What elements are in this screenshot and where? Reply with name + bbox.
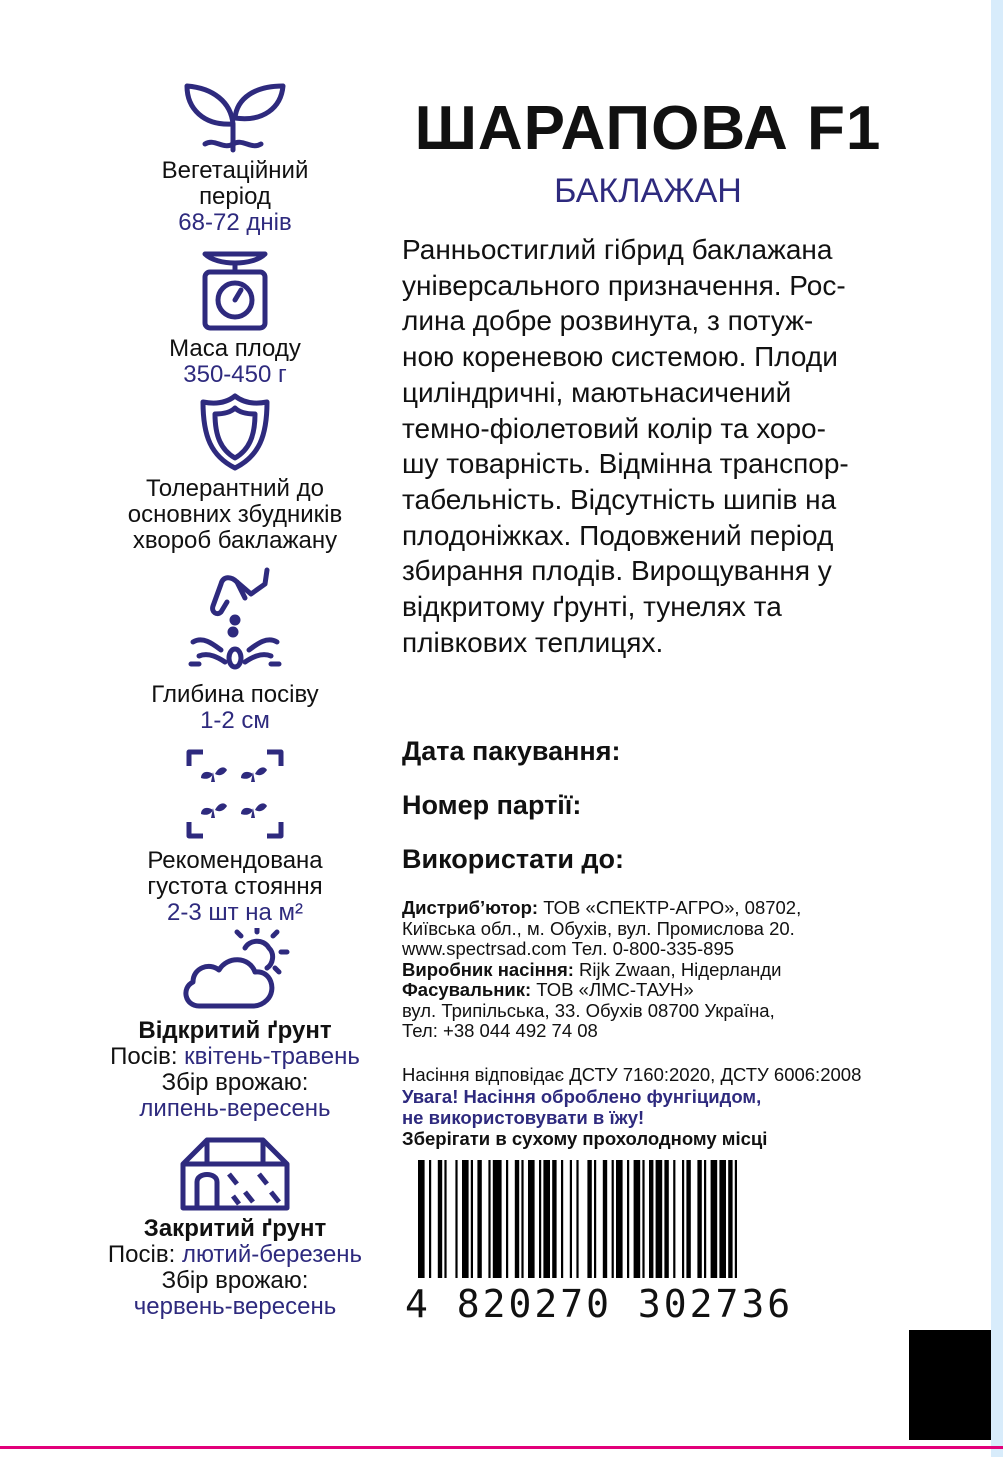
description-line: табельність. Відсутність шипів на [402, 483, 837, 515]
sprout-icon [175, 78, 295, 158]
open-ground-sow-value: квітень-травень [184, 1043, 360, 1070]
description-line: ною кореневою системою. Плоди [402, 341, 838, 373]
bottom-trim-line [0, 1446, 1003, 1449]
barcode-digits: 4 820270 302736 [405, 1282, 794, 1326]
producer-line [402, 960, 902, 981]
mass-value: 350-450 г [183, 361, 287, 388]
tolerance-line-1: Толерантний до [146, 475, 324, 502]
density-value: 2-3 шт на м² [166, 899, 304, 926]
open-ground-sowing [80, 1044, 390, 1070]
closed-ground-sow-value: лютий-березень [181, 1241, 363, 1268]
density-label-2: густота стояння [147, 873, 323, 900]
description-line: Ранньостиглий гібрид баклажана [402, 234, 833, 265]
storage-instructions: Зберігати в сухому прохолодному місці [402, 1128, 768, 1149]
spec-mass [80, 250, 390, 388]
open-ground-title: Відкритий ґрунт [138, 1017, 332, 1044]
description-line: циліндричні, маютьнасичений [402, 376, 792, 408]
fungicide-warning [402, 1086, 922, 1128]
product-subtitle: БАКЛАЖАН [554, 172, 742, 210]
vegetation-label-2: період [199, 183, 271, 210]
shield-icon [197, 392, 273, 472]
plant-grid-icon [185, 748, 285, 840]
spec-closed-ground [80, 1134, 390, 1320]
distributor-contact: www.spectrsad.com Тел. 0-800-335-895 [402, 938, 735, 959]
depth-label: Глибина посіву [151, 681, 319, 708]
packer-value: ТОВ «ЛМС-ТАУН» [531, 979, 694, 1000]
tolerance-line-2: основних збудників [127, 501, 343, 528]
batch-label: Номер партії: [402, 790, 582, 820]
packer-label: Фасувальник: [402, 979, 532, 1000]
description-line: відкритому ґрунті, тунелях та [402, 591, 782, 623]
spec-density [80, 748, 390, 926]
depth-value: 1-2 см [200, 707, 270, 734]
open-ground-harvest-label: Збір врожаю: [161, 1069, 309, 1096]
tolerance-line-3: хвороб баклажану [132, 527, 338, 554]
packer-line [402, 980, 902, 1001]
distributor-line [402, 898, 902, 919]
closed-ground-harvest-value: червень-вересень [133, 1293, 337, 1320]
mass-label: Маса плоду [169, 335, 301, 362]
warning-line-1: Увага! Насіння оброблено фунгіцидом, [402, 1086, 762, 1107]
description-line: шу товарність. Відмінна транспор- [402, 448, 849, 480]
description-line: збирання плодів. Вирощування у [402, 555, 832, 587]
description-line: плівкових теплицях. [402, 626, 664, 658]
spec-vegetation [80, 78, 390, 236]
right-edge-strip [991, 0, 1003, 1457]
use-by-label: Використати до: [402, 844, 625, 874]
packer-address: вул. Трипільська, 33. Обухів 08700 Україна, [402, 999, 775, 1021]
description-line: лина добре розвинута, з потуж- [402, 305, 814, 337]
distributor-label: Дистриб’ютор: [402, 897, 539, 918]
closed-ground-sow-label: Посів: [107, 1241, 176, 1268]
sun-cloud-icon [175, 928, 295, 1014]
product-description [402, 232, 902, 660]
producer-value: Rijk Zwaan, Нідерланди [573, 958, 782, 980]
distributor-value: ТОВ «СПЕКТР-АГРО», 08702, [538, 897, 802, 918]
black-registration-mark [909, 1330, 991, 1440]
open-ground-sow-label: Посів: [110, 1043, 178, 1070]
open-ground-harvest-value: липень-вересень [139, 1095, 331, 1122]
sowing-hand-icon [185, 564, 285, 674]
warning-line-2: не використовувати в їжу! [402, 1107, 645, 1128]
spec-depth [80, 564, 390, 734]
closed-ground-title: Закритий ґрунт [143, 1215, 327, 1242]
distributor-address: Київська обл., м. Обухів, вул. Промислова 20. [402, 917, 795, 939]
producer-label: Виробник насіння: [402, 958, 574, 980]
closed-ground-sowing [80, 1242, 390, 1268]
closed-ground-harvest-label: Збір врожаю: [161, 1267, 309, 1294]
greenhouse-icon [179, 1134, 291, 1212]
scale-icon [195, 250, 275, 332]
certification-text: Насіння відповідає ДСТУ 7160:2020, ДСТУ 6006:2008 [402, 1064, 862, 1085]
pack-date-label: Дата пакування: [402, 736, 621, 766]
description-line: плодоніжках. Подовжений період [402, 519, 834, 551]
spec-open-ground [80, 928, 390, 1122]
product-title: ШАРАПОВА F1 [414, 94, 882, 163]
spec-tolerance [80, 392, 390, 554]
density-label-1: Рекомендована [147, 847, 323, 874]
description-line: універсального призначення. Рос- [402, 269, 846, 301]
distributor-block [402, 898, 902, 1042]
vegetation-label-1: Вегетаційний [161, 157, 309, 184]
vegetation-value: 68-72 днів [178, 209, 292, 236]
packer-phone: Тел: +38 044 492 74 08 [402, 1020, 598, 1041]
description-line: темно-фіолетовий колір та хоро- [402, 412, 826, 444]
